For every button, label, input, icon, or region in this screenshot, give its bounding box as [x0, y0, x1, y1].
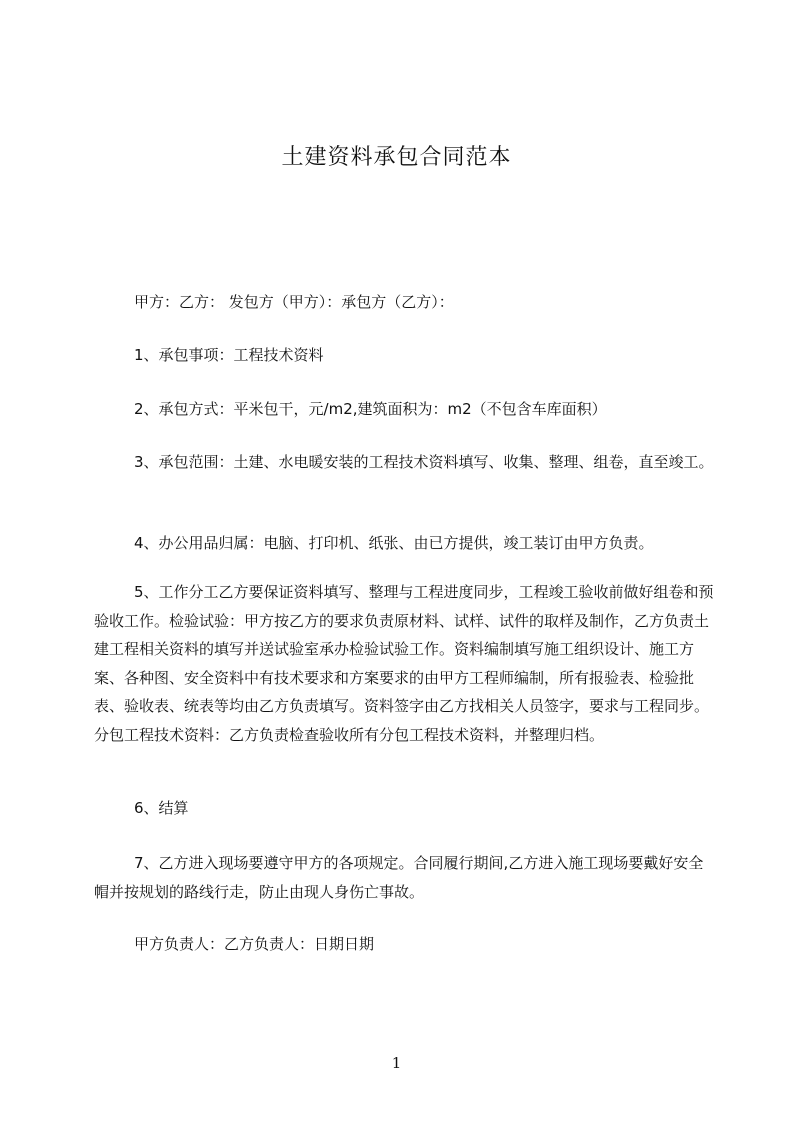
page-number: 1: [391, 1054, 402, 1072]
clause-5: 5、工作分工乙方要保证资料填写、整理与工程进度同步，工程竣工验收前做好组卷和预验收工作。检验试验：甲方按乙方的要求负责原材料、试样、试件的取样及制作，乙方负责土建工程相关资料的填写并送试验室承办检验试验工作。资料编制填写施工组织设计、施工方案、各种图、安全资料中有技术要求和方案要求的由甲方工程师编制，所有报验表、检验批表、验收表、统表等均由乙方负责填写。资料签字由乙方找相关人员签字，要求与工程同步。分包工程技术资料：乙方负责检查验收所有分包工程技术资料，并整理归档。: [94, 583, 714, 744]
clause-7: 7、乙方进入现场要遵守甲方的各项规定。合同履行期间,乙方进入施工现场要戴好安全帽并按规划的路线行走，防止由现人身伤亡事故。: [94, 854, 704, 901]
clause-3: 3、承包范围：土建、水电暖安装的工程技术资料填写、收集、整理、组卷，直至竣工。: [134, 453, 714, 471]
document-title: 土建资料承包合同范本: [281, 145, 512, 170]
clause-4: 4、办公用品归属：电脑、打印机、纸张、由已方提供，竣工装订由甲方负责。: [134, 534, 654, 552]
clause-2: 2、承包方式：平米包干，元/m2,建筑面积为：m2（不包含车库面积）: [134, 400, 607, 418]
clause-6: 6、结算: [134, 799, 189, 817]
signature-line: 甲方负责人：乙方负责人：日期日期: [134, 935, 375, 953]
parties-line: 甲方：乙方： 发包方（甲方）：承包方（乙方）：: [134, 293, 454, 311]
clause-1: 1、承包事项：工程技术资料: [134, 346, 324, 364]
